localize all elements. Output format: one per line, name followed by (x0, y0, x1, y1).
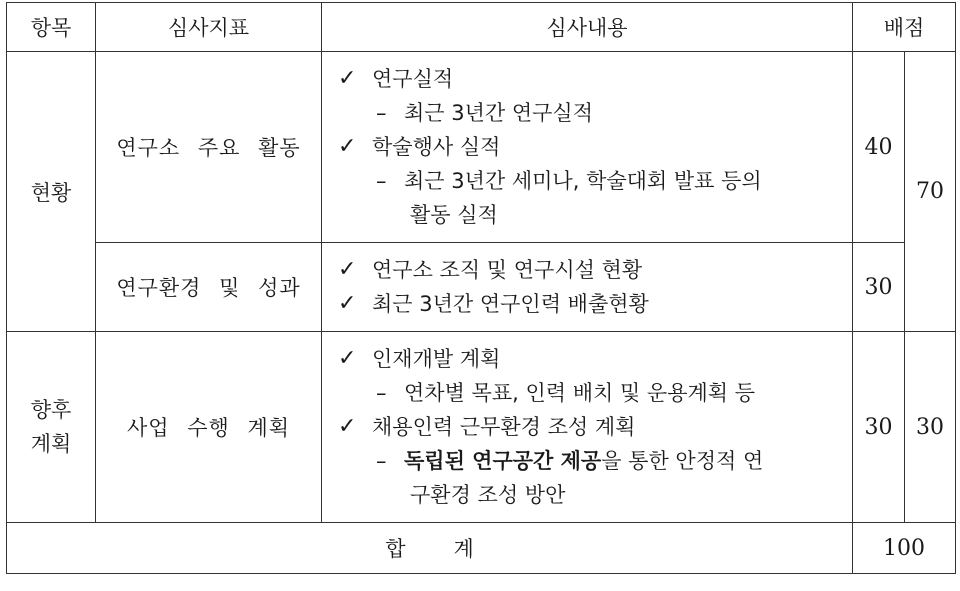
table-row (7, 243, 956, 332)
content-text: 연구실적 (372, 67, 454, 91)
content-text: 연차별 목표, 인력 배치 및 운용계획 등 (404, 381, 756, 405)
content-line (334, 253, 842, 287)
content-text: 인재개발 계획 (372, 347, 501, 371)
indicator-main-activities: 연구소 주요 활동 (96, 52, 322, 243)
score-main-activities: 40 (853, 52, 905, 243)
item-line: 향후 (30, 398, 72, 422)
content-line (334, 478, 842, 512)
content-business-plan (322, 332, 853, 523)
content-environment (322, 243, 853, 332)
check-icon: ✓ (338, 291, 357, 316)
content-line (334, 410, 842, 444)
content-text: 최근 3년간 연구실적 (404, 101, 593, 125)
content-line (334, 287, 842, 321)
check-icon: ✓ (338, 257, 357, 282)
content-text-bold: 독립된 연구공간 제공 (404, 449, 602, 473)
content-line (334, 96, 842, 130)
dash-icon: – (376, 169, 387, 193)
check-icon: ✓ (338, 134, 357, 159)
header-indicator: 심사지표 (96, 3, 322, 52)
total-score: 100 (853, 523, 956, 574)
dash-icon: – (376, 381, 387, 405)
check-icon: ✓ (338, 66, 357, 91)
dash-icon: – (376, 449, 387, 473)
score-business-plan: 30 (853, 332, 905, 523)
table-row (7, 52, 956, 243)
item-line: 계획 (30, 432, 72, 456)
content-text: 학술행사 실적 (372, 135, 501, 159)
content-text: 최근 3년간 세미나, 학술대회 발표 등의 (404, 169, 762, 193)
content-text: 최근 3년간 연구인력 배출현황 (372, 292, 649, 316)
item-future-plan (7, 332, 96, 523)
content-text: 채용인력 근무환경 조성 계획 (372, 415, 636, 439)
evaluation-table (6, 2, 956, 574)
table-row (7, 332, 956, 523)
content-line (334, 444, 842, 478)
content-line (334, 130, 842, 164)
content-line (334, 376, 842, 410)
content-main-activities (322, 52, 853, 243)
header-content: 심사내용 (322, 3, 853, 52)
content-text: 활동 실적 (410, 203, 498, 227)
content-text: 구환경 조성 방안 (410, 483, 566, 507)
subtotal-status: 70 (905, 52, 956, 332)
content-line (334, 164, 842, 198)
subtotal-future-plan: 30 (905, 332, 956, 523)
score-environment: 30 (853, 243, 905, 332)
content-text: 연구소 조직 및 연구시설 현황 (372, 258, 643, 282)
total-label: 합계 (7, 523, 853, 574)
header-score: 배점 (853, 3, 956, 52)
indicator-business-plan: 사업 수행 계획 (96, 332, 322, 523)
dash-icon: – (376, 101, 387, 125)
header-item: 항목 (7, 3, 96, 52)
content-line (334, 62, 842, 96)
total-row (7, 523, 956, 574)
item-status: 현황 (7, 52, 96, 332)
check-icon: ✓ (338, 346, 357, 371)
content-line (334, 342, 842, 376)
content-text: 을 통한 안정적 연 (601, 449, 764, 473)
content-line (334, 198, 842, 232)
check-icon: ✓ (338, 414, 357, 439)
header-row (7, 3, 956, 52)
indicator-environment: 연구환경 및 성과 (96, 243, 322, 332)
